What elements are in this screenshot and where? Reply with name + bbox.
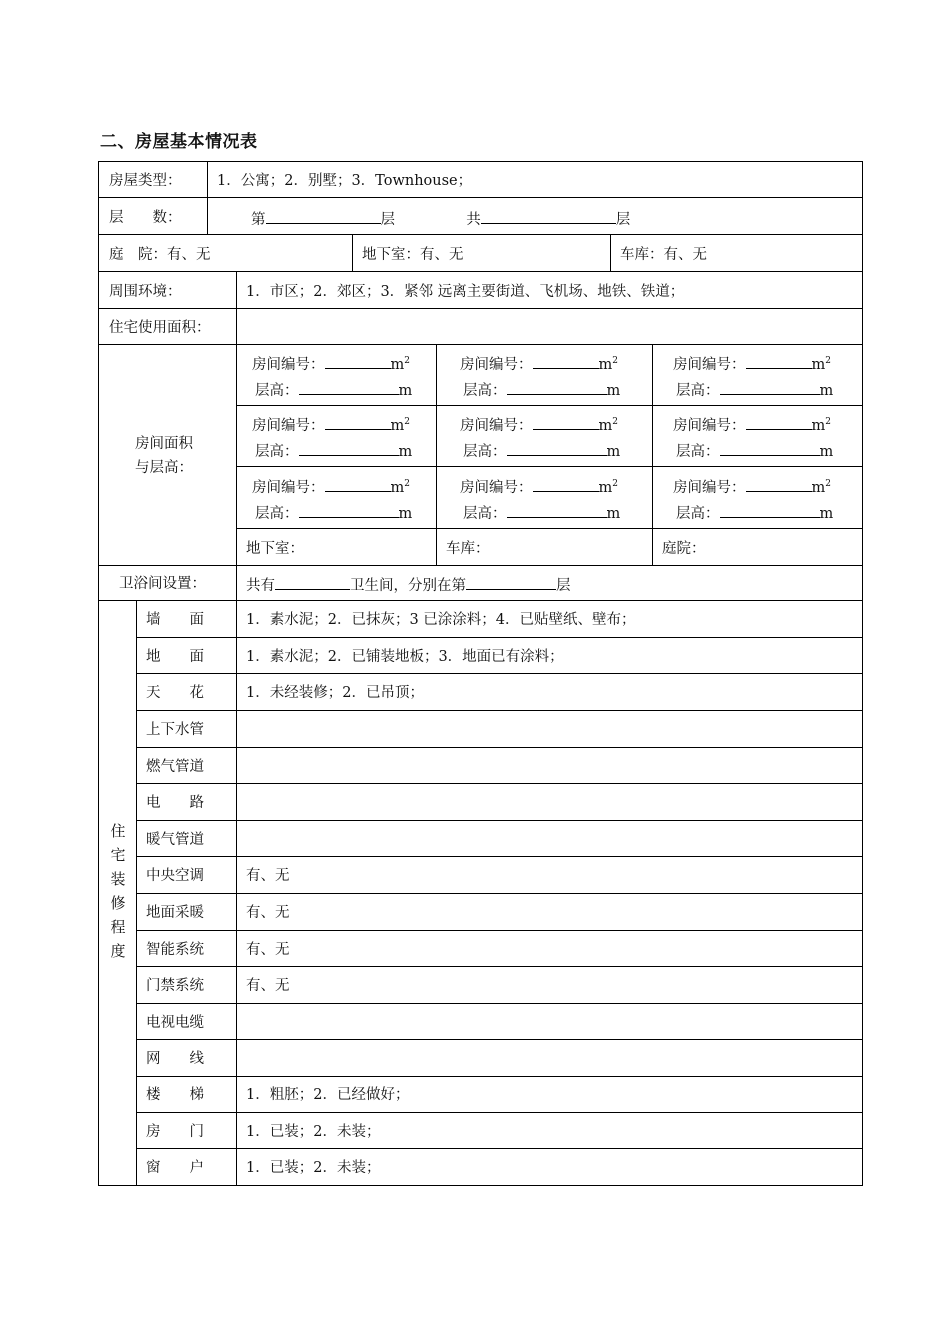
deco-row-divider — [136, 1112, 862, 1113]
floors-field — [251, 209, 630, 229]
decoration-label-char: 程 — [110, 918, 126, 936]
deco-item-name: 暖气管道 — [146, 832, 204, 848]
room-no-input[interactable] — [325, 354, 391, 369]
area-unit-sup: 2 — [404, 356, 410, 367]
col-divider — [652, 344, 653, 565]
room-cell — [460, 415, 620, 461]
deco-row-divider — [136, 637, 862, 638]
room-no-label: 房间编号： — [252, 480, 325, 496]
bath-label: 卫浴间设置： — [119, 576, 206, 592]
room-no-label: 房间编号： — [252, 357, 325, 373]
area-unit: m — [811, 357, 826, 373]
room-cell — [252, 354, 412, 400]
area-unit: m — [390, 480, 405, 496]
deco-row-divider — [136, 930, 862, 931]
room-no-label: 房间编号： — [673, 357, 746, 373]
room-height-label: 层高： — [255, 383, 299, 399]
deco-row-divider — [136, 783, 862, 784]
row-divider — [99, 197, 862, 198]
room-cell — [673, 354, 833, 400]
area-unit: m — [390, 357, 405, 373]
room-height-label: 层高： — [463, 444, 507, 460]
floor-input[interactable] — [266, 209, 381, 224]
deco-item-name: 智能系统 — [146, 942, 204, 958]
area-unit: m — [598, 418, 613, 434]
row-divider — [99, 271, 862, 272]
col-divider — [436, 344, 437, 565]
room-height-label: 层高： — [255, 444, 299, 460]
room-no-label: 房间编号： — [460, 418, 533, 434]
room-height-input[interactable] — [720, 441, 820, 456]
house-type-value: 1．公寓；2．别墅；3．Townhouse； — [217, 173, 473, 189]
area-unit: m — [598, 480, 613, 496]
room-cell — [252, 477, 412, 523]
height-unit: m — [606, 383, 621, 399]
room-no-input[interactable] — [533, 477, 599, 492]
room-cell — [673, 415, 833, 461]
col-divider — [236, 600, 237, 1185]
area-unit: m — [811, 418, 826, 434]
room-height-label: 层高： — [463, 506, 507, 522]
rooms-label: 房间面积 — [135, 436, 193, 452]
deco-item-value: 有、无 — [246, 905, 290, 921]
deco-item-name: 电视电缆 — [146, 1015, 204, 1031]
deco-item-name: 地 面 — [146, 649, 204, 665]
deco-item-value: 有、无 — [246, 978, 290, 994]
deco-item-name: 燃气管道 — [146, 759, 204, 775]
usable-area-input[interactable] — [239, 312, 859, 342]
decoration-label — [108, 819, 128, 963]
deco-row-divider — [136, 1148, 862, 1149]
area-unit-sup: 2 — [612, 417, 618, 428]
room-cell — [460, 477, 620, 523]
environment-value: 1．市区；2．郊区；3．紧邻 远离主要街道、飞机场、地铁、铁道； — [246, 284, 685, 300]
room-height-label: 层高： — [676, 506, 720, 522]
height-unit: m — [819, 383, 834, 399]
room-no-label: 房间编号： — [252, 418, 325, 434]
deco-item-name: 电 路 — [146, 795, 204, 811]
deco-item-value: 有、无 — [246, 942, 290, 958]
area-unit-sup: 2 — [825, 479, 831, 490]
rooms-label-2: 与层高： — [135, 460, 193, 476]
room-no-label: 房间编号： — [673, 418, 746, 434]
room-no-input[interactable] — [533, 415, 599, 430]
floors-mid: 层 — [380, 212, 395, 228]
total-floors-input[interactable] — [481, 209, 616, 224]
deco-item-value: 1．素水泥；2．已抹灰；3 已涂涂料；4．已贴壁纸、壁布； — [246, 612, 636, 628]
deco-row-divider — [136, 747, 862, 748]
room-no-input[interactable] — [325, 477, 391, 492]
room-height-label: 层高： — [676, 444, 720, 460]
deco-item-name: 网 线 — [146, 1051, 204, 1067]
height-unit: m — [819, 506, 834, 522]
bath-mid: 卫生间，分别在第 — [350, 578, 466, 594]
area-unit-sup: 2 — [825, 356, 831, 367]
room-height-input[interactable] — [507, 503, 607, 518]
room-height-label: 层高： — [255, 506, 299, 522]
area-unit-sup: 2 — [404, 417, 410, 428]
row-divider — [99, 565, 862, 566]
deco-item-value: 1．素水泥；2．已铺装地板；3．地面已有涂料； — [246, 649, 564, 665]
room-no-label: 房间编号： — [460, 357, 533, 373]
bath-suffix: 层 — [556, 578, 571, 594]
area-unit: m — [811, 480, 826, 496]
deco-item-value: 1．已装；2．未装； — [246, 1124, 381, 1140]
deco-item-name: 墙 面 — [146, 612, 204, 628]
room-cell — [252, 415, 412, 461]
courtyard-option: 庭 院：有、无 — [109, 247, 211, 263]
decoration-label-char: 修 — [110, 894, 126, 912]
area-unit-sup: 2 — [612, 356, 618, 367]
deco-row-divider — [136, 1003, 862, 1004]
area-unit: m — [598, 357, 613, 373]
height-unit: m — [606, 444, 621, 460]
room-height-input[interactable] — [299, 503, 399, 518]
room-no-input[interactable] — [746, 354, 812, 369]
room-height-label: 层高： — [676, 383, 720, 399]
deco-row-divider — [136, 820, 862, 821]
deco-item-name: 天 花 — [146, 685, 204, 701]
deco-item-name: 房 门 — [146, 1124, 204, 1140]
section-title: 二、房屋基本情况表 — [100, 132, 258, 152]
area-unit-sup: 2 — [404, 479, 410, 490]
deco-item-value: 1．粗胚；2．已经做好； — [246, 1087, 410, 1103]
room-cell — [460, 354, 620, 400]
rooms-basement-label: 地下室： — [246, 541, 304, 557]
room-no-label: 房间编号： — [673, 480, 746, 496]
room-height-input[interactable] — [720, 503, 820, 518]
deco-item-value: 1．未经装修；2．已吊顶； — [246, 685, 424, 701]
col-divider — [236, 271, 237, 600]
deco-item-name: 门禁系统 — [146, 978, 204, 994]
height-unit: m — [398, 506, 413, 522]
col-divider — [207, 162, 208, 234]
floors-suffix: 层 — [615, 212, 631, 228]
room-height-input[interactable] — [299, 380, 399, 395]
floors-prefix: 第 — [251, 212, 266, 228]
usable-area-label: 住宅使用面积： — [109, 320, 211, 336]
floors-total-prefix: 共 — [466, 212, 481, 228]
room-no-input[interactable] — [533, 354, 599, 369]
environment-label: 周围环境： — [109, 284, 182, 300]
row-divider — [99, 600, 862, 601]
deco-row-divider — [136, 966, 862, 967]
house-info-table — [98, 161, 863, 1186]
floors-label: 层 数： — [109, 210, 182, 226]
height-unit: m — [398, 383, 413, 399]
decoration-label-char: 度 — [110, 942, 126, 960]
room-cell — [673, 477, 833, 523]
deco-row-divider — [136, 673, 862, 674]
col-divider — [610, 234, 611, 271]
deco-item-name: 窗 户 — [146, 1160, 204, 1176]
deco-item-value: 1．已装；2．未装； — [246, 1160, 381, 1176]
rooms-courtyard-label: 庭院： — [662, 541, 706, 557]
room-height-input[interactable] — [507, 441, 607, 456]
room-no-input[interactable] — [325, 415, 391, 430]
room-no-input[interactable] — [746, 415, 812, 430]
room-no-label: 房间编号： — [460, 480, 533, 496]
room-row-divider — [236, 405, 862, 406]
deco-row-divider — [136, 893, 862, 894]
room-row-divider — [236, 528, 862, 529]
deco-row-divider — [136, 856, 862, 857]
row-divider — [99, 308, 862, 309]
deco-item-name: 中央空调 — [146, 868, 204, 884]
deco-row-divider — [136, 1039, 862, 1040]
height-unit: m — [819, 444, 834, 460]
deco-item-name: 地面采暖 — [146, 905, 204, 921]
area-unit-sup: 2 — [825, 417, 831, 428]
col-divider — [352, 234, 353, 271]
height-unit: m — [398, 444, 413, 460]
bath-count-input[interactable] — [275, 575, 350, 590]
room-height-input[interactable] — [720, 380, 820, 395]
col-divider — [136, 600, 137, 1185]
house-type-label: 房屋类型： — [109, 173, 182, 189]
height-unit: m — [606, 506, 621, 522]
decoration-label-char: 装 — [110, 870, 126, 888]
rooms-garage-label: 车库： — [446, 541, 490, 557]
row-divider — [99, 344, 862, 345]
room-height-label: 层高： — [463, 383, 507, 399]
decoration-label-char: 宅 — [110, 846, 126, 864]
area-unit-sup: 2 — [612, 479, 618, 490]
basement-option: 地下室：有、无 — [362, 247, 464, 263]
room-row-divider — [236, 466, 862, 467]
bath-prefix: 共有 — [246, 578, 275, 594]
row-divider — [99, 234, 862, 235]
bath-field — [246, 575, 571, 595]
deco-row-divider — [136, 710, 862, 711]
decoration-label-char: 住 — [110, 822, 126, 840]
deco-item-name: 楼 梯 — [146, 1087, 204, 1103]
deco-item-value: 有、无 — [246, 868, 290, 884]
area-unit: m — [390, 418, 405, 434]
garage-option: 车库：有、无 — [620, 247, 707, 263]
deco-item-name: 上下水管 — [146, 722, 204, 738]
room-no-input[interactable] — [746, 477, 812, 492]
bath-floor-input[interactable] — [466, 575, 556, 590]
room-height-input[interactable] — [299, 441, 399, 456]
deco-row-divider — [136, 1076, 862, 1077]
room-height-input[interactable] — [507, 380, 607, 395]
